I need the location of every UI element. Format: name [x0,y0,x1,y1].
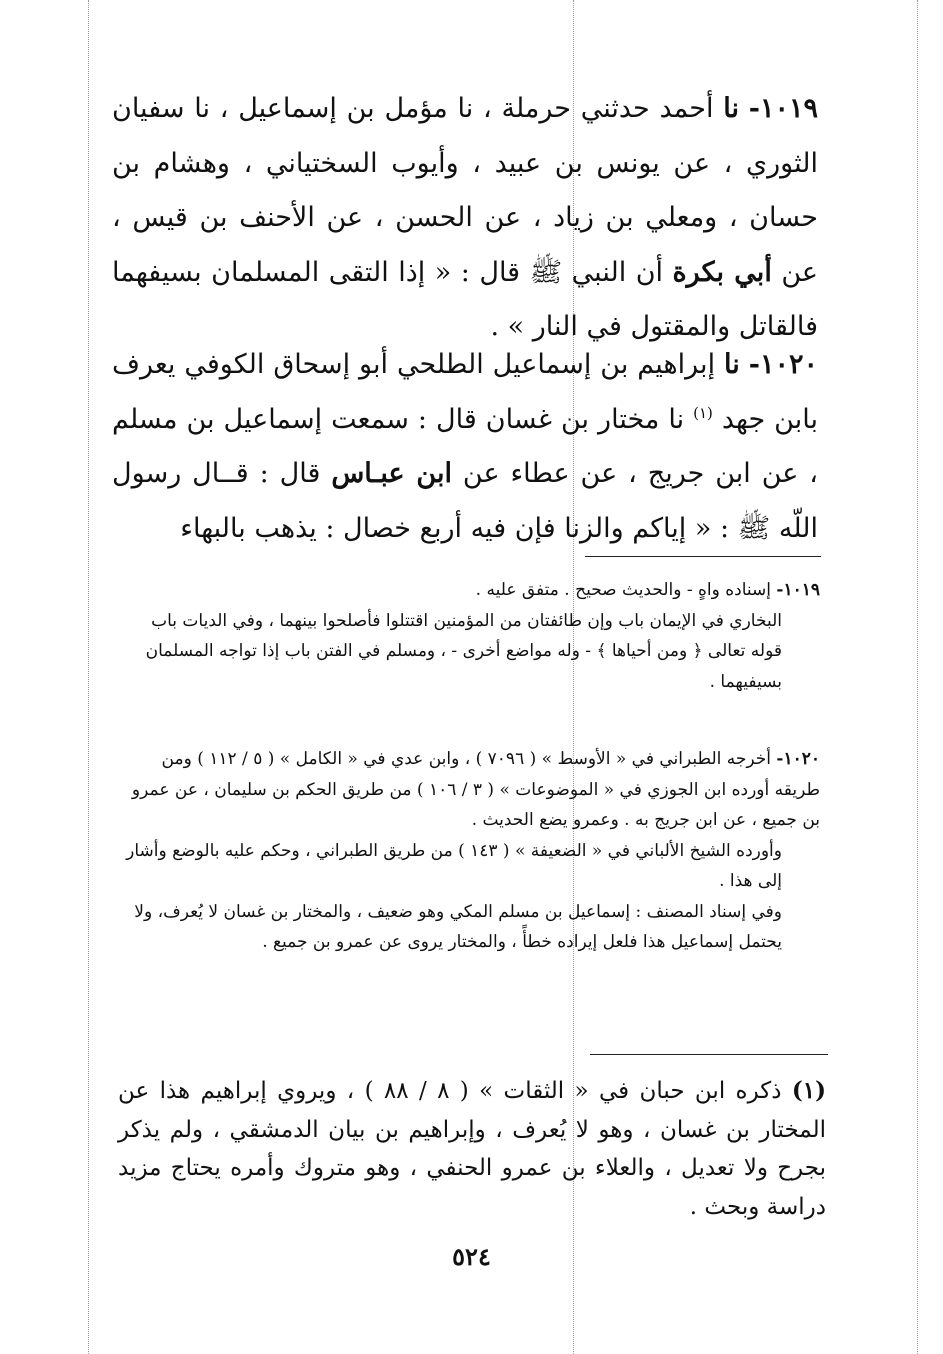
footnote-text: ذكره ابن حبان في « الثقات » ( ٨ / ٨٨ ) ، ويروي إبراهيم هذا عن المختار بن غسان ، وهو لا يُعرف ، وإبراهيم بن بيان الدمشقي ، ولم يذكر بجرح ولا تعديل ، والعلاء بن عمرو الحنفي ، وهو متروك وأمره يحتاج مزيد دراسة وبحث . [118,1078,826,1220]
footnote-reference: (١) [693,403,713,422]
note-number: ١٠٢٠- [776,749,820,769]
scan-guide-line [88,0,89,1354]
note-number: ١٠١٩- [776,580,820,600]
hadith-number: ١٠٢٠- [748,349,818,380]
hadith-text: نا مختار بن غسان قال : سمعت إسماعيل بن مسلم ، عن ابن جريج ، عن عطاء عن [112,403,818,490]
hadith-intro: نا [724,349,740,380]
takhrij-note-1020 [118,744,820,958]
page-number: ٥٢٤ [452,1242,491,1271]
divider-rule [585,556,821,557]
hadith-text: أحمد حدثني حرملة ، نا مؤمل بن إسماعيل ، نا سفيان الثوري ، عن يونس بن عبيد ، وأيوب السختياني ، وهشام بن حسان ، ومعلي بن زياد ، عن الحسن ، عن الأحنف بن قيس ، عن [112,93,818,288]
hadith-1020 [112,338,818,556]
footnote-divider-rule [590,1054,828,1055]
note-paragraph: وأورده الشيخ الألباني في « الضعيفة » ( ١٤٣ ) من طريق الطبراني ، وحكم عليه بالوضع وأشار إلى هذا . [126,840,782,891]
hadith-1019 [112,82,818,355]
note-paragraph [118,744,820,836]
note-text: إسناده واهٍ - والحديث صحيح . متفق عليه . [475,580,771,600]
hadith-number: ١٠١٩- [748,93,818,124]
takhrij-note-1019 [118,575,820,697]
note-paragraph: البخاري في الإيمان باب وإن طائفتان من المؤمنين اقتتلوا فأصلحوا بينهما ، وفي الديات باب قوله تعالى ﴿ ومن أحياها ﴾ - وله مواضع أخرى - ، ومسلم في الفتن باب إذا تواجه المسلمان بسيفيهما . [145,610,782,692]
narrator-name: ابن عبـاس [331,458,452,490]
footnote-marker: (١) [791,1077,826,1104]
hadith-text: أن النبي ﷺ قال : « إذا التقى المسلمان بسيفهما فالقاتل والمقتول في النار » . [112,256,818,343]
note-paragraph [118,575,820,606]
hadith-intro: نا [723,93,739,124]
scan-guide-line [917,0,918,1354]
hadith-text: قال : قــال رسول اللّه ﷺ : « إياكم والزنا فإن فيه أربع خصال : يذهب بالبهاء [112,458,818,544]
hadith-text: إبراهيم بن إسماعيل الطلحي أبو إسحاق الكوفي يعرف بابن جهد [112,349,818,435]
footnote-1 [118,1072,826,1226]
narrator-name: أبي بكرة [672,256,772,288]
note-paragraph: وفي إسناد المصنف : إسماعيل بن مسلم المكي وهو ضعيف ، والمختار بن غسان لا يُعرف، ولا يحتمل إسماعيل هذا فلعل إيراده خطأً ، والمختار يروى عن عمرو بن جميع . [134,901,782,952]
note-text: أخرجه الطبراني في « الأوسط » ( ٧٠٩٦ ) ، وابن عدي في « الكامل » ( ٥ / ١١٢ ) ومن طريقه أورده ابن الجوزي في « الموضوعات » ( ٣ / ١٠٦ ) من طريق الحكم بن سليمان ، عن عمرو بن جميع ، عن ابن جريج به . وعمرو يضع الحديث . [131,749,820,830]
